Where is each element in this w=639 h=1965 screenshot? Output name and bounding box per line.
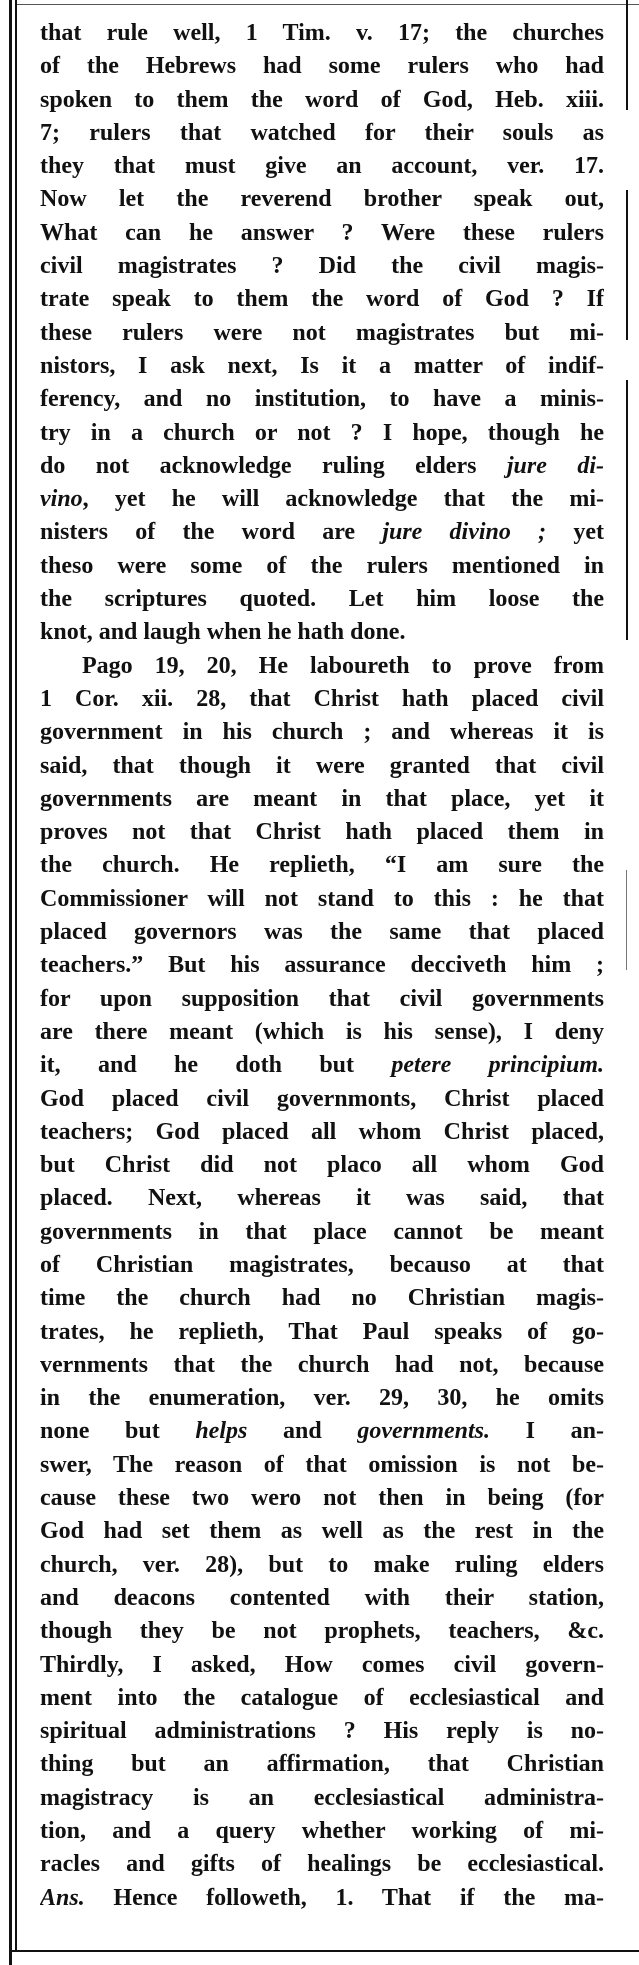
italic-text: jure di-: [506, 452, 604, 479]
right-border: [626, 870, 627, 970]
text-segment: try in a church or not ? I hope, though he: [40, 419, 604, 446]
document-body: [40, 17, 604, 1915]
text-line: [40, 1748, 604, 1781]
text-segment: civil magistrates ? Did the civil magis-: [40, 253, 604, 280]
text-segment: magistracy is an ecclesiastical administra-: [40, 1784, 604, 1811]
text-line: [40, 1415, 604, 1448]
text-segment: spoken to them the word of God, Heb. xiii.: [40, 86, 604, 113]
text-line: [40, 883, 604, 916]
text-segment: , yet he will acknowledge that the mi-: [82, 486, 604, 513]
text-segment: it, and he doth but: [40, 1052, 392, 1079]
text-line: [40, 1649, 604, 1682]
text-segment: these rulers were not magistrates but mi-: [40, 319, 604, 346]
text-segment: 1 Cor. xii. 28, that Christ hath placed civil: [40, 685, 604, 712]
text-segment: Pago 19, 20, He laboureth to prove from: [82, 652, 604, 679]
text-line: [40, 1449, 604, 1482]
text-segment: cause these two wero not then in being (for: [40, 1485, 604, 1512]
text-segment: racles and gifts of healings be ecclesiastical.: [40, 1851, 604, 1878]
text-line: [40, 1815, 604, 1848]
text-line: [40, 450, 604, 483]
text-line: [40, 583, 604, 616]
text-line: [40, 683, 604, 716]
text-segment: swer, The reason of that omission is not be-: [40, 1451, 604, 1478]
text-segment: ment into the catalogue of ecclesiastical and: [40, 1684, 604, 1711]
italic-text: vino: [40, 486, 83, 513]
text-segment: Commissioner will not stand to this : he that: [40, 885, 604, 912]
text-segment: thing but an affirmation, that Christian: [40, 1751, 604, 1778]
text-segment: trate speak to them the word of God ? If: [40, 286, 604, 313]
text-segment: spiritual administrations ? His reply is no-: [40, 1718, 604, 1745]
text-line: [40, 1682, 604, 1715]
text-line: [40, 650, 604, 683]
text-line: [40, 250, 604, 283]
text-line: [40, 84, 604, 117]
text-line: [40, 383, 604, 416]
italic-text: petere principium.: [391, 1052, 604, 1079]
text-line: [40, 1282, 604, 1315]
text-segment: vernments that the church had not, because: [40, 1351, 604, 1378]
text-line: [40, 1316, 604, 1349]
text-line: [40, 183, 604, 216]
right-border: [626, 0, 628, 110]
text-line: [40, 317, 604, 350]
text-segment: teachers.” But his assurance decciveth him ;: [40, 952, 604, 979]
text-segment: of the Hebrews had some rulers who had: [40, 53, 604, 80]
text-segment: governments in that place cannot be meant: [40, 1218, 604, 1245]
text-line: [40, 1182, 604, 1215]
text-segment: are there meant (which is his sense), I deny: [40, 1018, 604, 1045]
text-line: [40, 1149, 604, 1182]
text-segment: in the enumeration, ver. 29, 30, he omits: [40, 1385, 604, 1412]
text-line: [40, 350, 604, 383]
text-line: [40, 516, 604, 549]
text-line: [40, 117, 604, 150]
text-segment: that rule well, 1 Tim. v. 17; the churches: [40, 20, 604, 46]
text-line: [40, 1715, 604, 1748]
text-segment: I an-: [490, 1418, 604, 1445]
text-line: [40, 1249, 604, 1282]
text-segment: church, ver. 28), but to make ruling elders: [40, 1551, 604, 1578]
text-segment: and deacons contented with their station,: [40, 1584, 604, 1611]
text-line: [40, 750, 604, 783]
text-segment: tion, and a query whether working of mi-: [40, 1818, 604, 1845]
right-border: [626, 190, 628, 340]
text-segment: proves not that Christ hath placed them in: [40, 819, 604, 846]
text-line: [40, 1049, 604, 1082]
italic-text: Ans.: [40, 1884, 85, 1911]
text-line: [40, 916, 604, 949]
text-line: [40, 783, 604, 816]
text-line: [40, 1615, 604, 1648]
left-border-outer: [9, 0, 12, 1965]
text-line: [40, 816, 604, 849]
text-segment: God had set them as well as the rest in the: [40, 1518, 604, 1545]
text-line: [40, 150, 604, 183]
text-segment: said, that though it were granted that civil: [40, 752, 604, 779]
text-line: [40, 1116, 604, 1149]
text-line: [40, 1782, 604, 1815]
text-segment: knot, and laugh when he hath done.: [40, 619, 406, 646]
text-segment: What can he answer ? Were these rulers: [40, 219, 604, 246]
bottom-rule: [9, 1950, 639, 1952]
text-segment: of Christian magistrates, becauso at that: [40, 1251, 604, 1278]
text-segment: time the church had no Christian magis-: [40, 1285, 604, 1312]
text-line: [40, 550, 604, 583]
text-line: [40, 417, 604, 450]
text-segment: they that must give an account, ver. 17.: [40, 153, 604, 180]
text-line: [40, 1083, 604, 1116]
text-segment: nisters of the word are: [40, 519, 383, 546]
text-segment: trates, he replieth, That Paul speaks of go-: [40, 1318, 604, 1345]
right-border: [626, 380, 628, 640]
text-segment: for upon supposition that civil governments: [40, 985, 604, 1012]
text-segment: but Christ did not placo all whom God: [40, 1152, 604, 1179]
text-line: [40, 1349, 604, 1382]
italic-text: jure divino ;: [382, 519, 547, 546]
text-segment: do not acknowledge ruling elders: [40, 452, 507, 479]
text-line: [40, 616, 604, 649]
italic-text: governments.: [357, 1418, 491, 1445]
text-line: [40, 716, 604, 749]
text-line: [40, 50, 604, 83]
text-segment: and: [247, 1418, 358, 1445]
text-line: [40, 1216, 604, 1249]
text-line: [40, 949, 604, 982]
text-line: [40, 1382, 604, 1415]
text-line: [40, 983, 604, 1016]
text-segment: Now let the reverend brother speak out,: [40, 186, 604, 213]
text-segment: governments are meant in that place, yet it: [40, 785, 604, 812]
text-line: [40, 1582, 604, 1615]
text-segment: theso were some of the rulers mentioned in: [40, 552, 604, 579]
left-border-inner: [15, 0, 17, 1950]
text-line: [40, 17, 604, 50]
text-line: [40, 1882, 604, 1915]
text-segment: teachers; God placed all whom Christ placed,: [40, 1118, 604, 1145]
text-line: [40, 1848, 604, 1881]
text-segment: placed governors was the same that placed: [40, 919, 604, 946]
text-segment: ferency, and no institution, to have a minis-: [40, 386, 604, 413]
text-segment: the church. He replieth, “I am sure the: [40, 852, 604, 879]
text-segment: yet: [546, 519, 604, 546]
text-segment: though they be not prophets, teachers, &c.: [40, 1618, 604, 1645]
text-line: [40, 217, 604, 250]
text-line: [40, 483, 604, 516]
text-line: [40, 1549, 604, 1582]
top-rule: [17, 4, 639, 5]
text-segment: Hence followeth, 1. That if the ma-: [84, 1884, 604, 1911]
text-line: [40, 1016, 604, 1049]
text-segment: placed. Next, whereas it was said, that: [40, 1185, 604, 1212]
text-line: [40, 283, 604, 316]
text-segment: God placed civil governmonts, Christ placed: [40, 1085, 604, 1112]
text-segment: 7; rulers that watched for their souls as: [40, 119, 604, 146]
text-segment: government in his church ; and whereas it is: [40, 719, 604, 746]
text-line: [40, 849, 604, 882]
text-line: [40, 1515, 604, 1548]
text-segment: Thirdly, I asked, How comes civil govern-: [40, 1651, 604, 1678]
text-line: [40, 1482, 604, 1515]
text-segment: none but: [40, 1418, 196, 1445]
text-segment: nistors, I ask next, Is it a matter of indif-: [40, 352, 604, 379]
italic-text: helps: [195, 1418, 248, 1445]
text-segment: the scriptures quoted. Let him loose the: [40, 586, 604, 613]
